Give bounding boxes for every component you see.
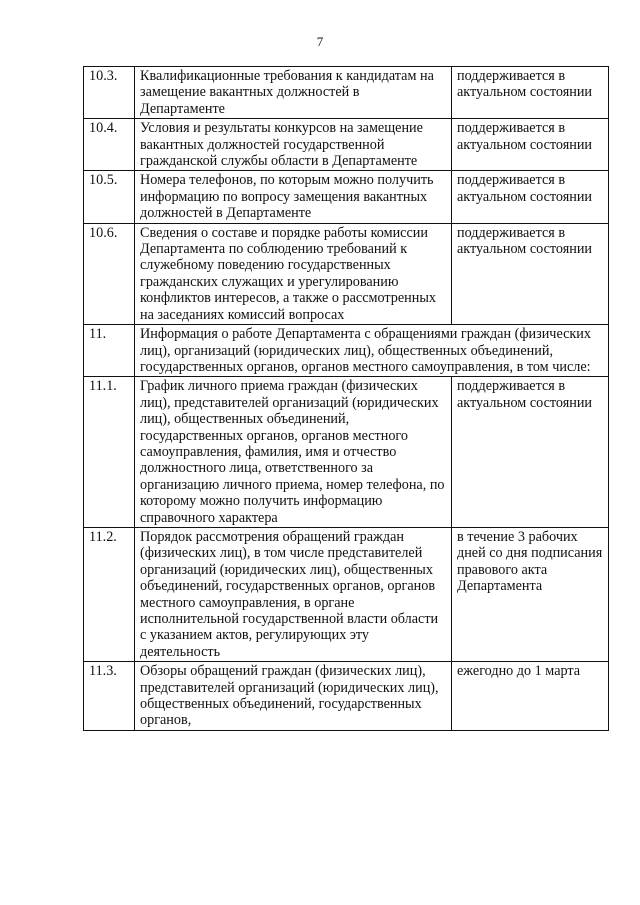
row-description: Информация о работе Департамента с обращениями граждан (физических лиц), организаций (юридических лиц), общественных объединений, государственных органов, органов местного самоуправления, в том числе: — [135, 325, 609, 377]
table-row — [84, 223, 609, 324]
table-row — [84, 377, 609, 528]
row-description: Сведения о составе и порядке работы комиссии Департамента по соблюдению требований к служебному поведению государственных гражданских служащих и урегулированию конфликтов интересов, а также о рассмотренных на заседаниях комиссий вопросах — [135, 223, 452, 324]
table-row — [84, 67, 609, 119]
page-number: 7 — [316, 34, 324, 49]
row-number: 11.3. — [84, 662, 135, 731]
row-term: в течение 3 рабочих дней со дня подписания правового акта Департамента — [452, 527, 609, 661]
row-number: 10.3. — [84, 67, 135, 119]
row-term: ежегодно до 1 марта — [452, 662, 609, 731]
row-description: Условия и результаты конкурсов на замещение вакантных должностей государственной гражданской службы области в Департаменте — [135, 119, 452, 171]
row-description: График личного приема граждан (физических лиц), представителей организаций (юридических лиц), общественных объединений, государственных органов, органов местного самоуправления, фамилия, имя и отчество должностного лица, ответственного за организацию личного приема, номер телефона, по которому можно получить информацию справочного характера — [135, 377, 452, 528]
row-description: Обзоры обращений граждан (физических лиц), представителей организаций (юридических лиц), общественных объединений, государственных органов, — [135, 662, 452, 731]
row-term: поддерживается в актуальном состоянии — [452, 119, 609, 171]
row-number: 11.2. — [84, 527, 135, 661]
table-row — [84, 527, 609, 661]
info-table — [83, 66, 609, 731]
table-row — [84, 662, 609, 731]
row-number: 10.6. — [84, 223, 135, 324]
row-term: поддерживается в актуальном состоянии — [452, 377, 609, 528]
table-row — [84, 119, 609, 171]
row-term: поддерживается в актуальном состоянии — [452, 67, 609, 119]
row-number: 11. — [84, 325, 135, 377]
row-description: Номера телефонов, по которым можно получить информацию по вопросу замещения вакантных должностей в Департаменте — [135, 171, 452, 223]
table-row — [84, 171, 609, 223]
row-term: поддерживается в актуальном состоянии — [452, 171, 609, 223]
row-number: 10.4. — [84, 119, 135, 171]
row-description: Квалификационные требования к кандидатам на замещение вакантных должностей в Департаменте — [135, 67, 452, 119]
table-row-section-header — [84, 325, 609, 377]
row-number: 11.1. — [84, 377, 135, 528]
row-term: поддерживается в актуальном состоянии — [452, 223, 609, 324]
row-description: Порядок рассмотрения обращений граждан (физических лиц), в том числе представителей организаций (юридических лиц), общественных объединений, государственных органов, органов местного самоуправления, в органе исполнительной государственной власти области с указанием актов, регулирующих эту деятельность — [135, 527, 452, 661]
row-number: 10.5. — [84, 171, 135, 223]
